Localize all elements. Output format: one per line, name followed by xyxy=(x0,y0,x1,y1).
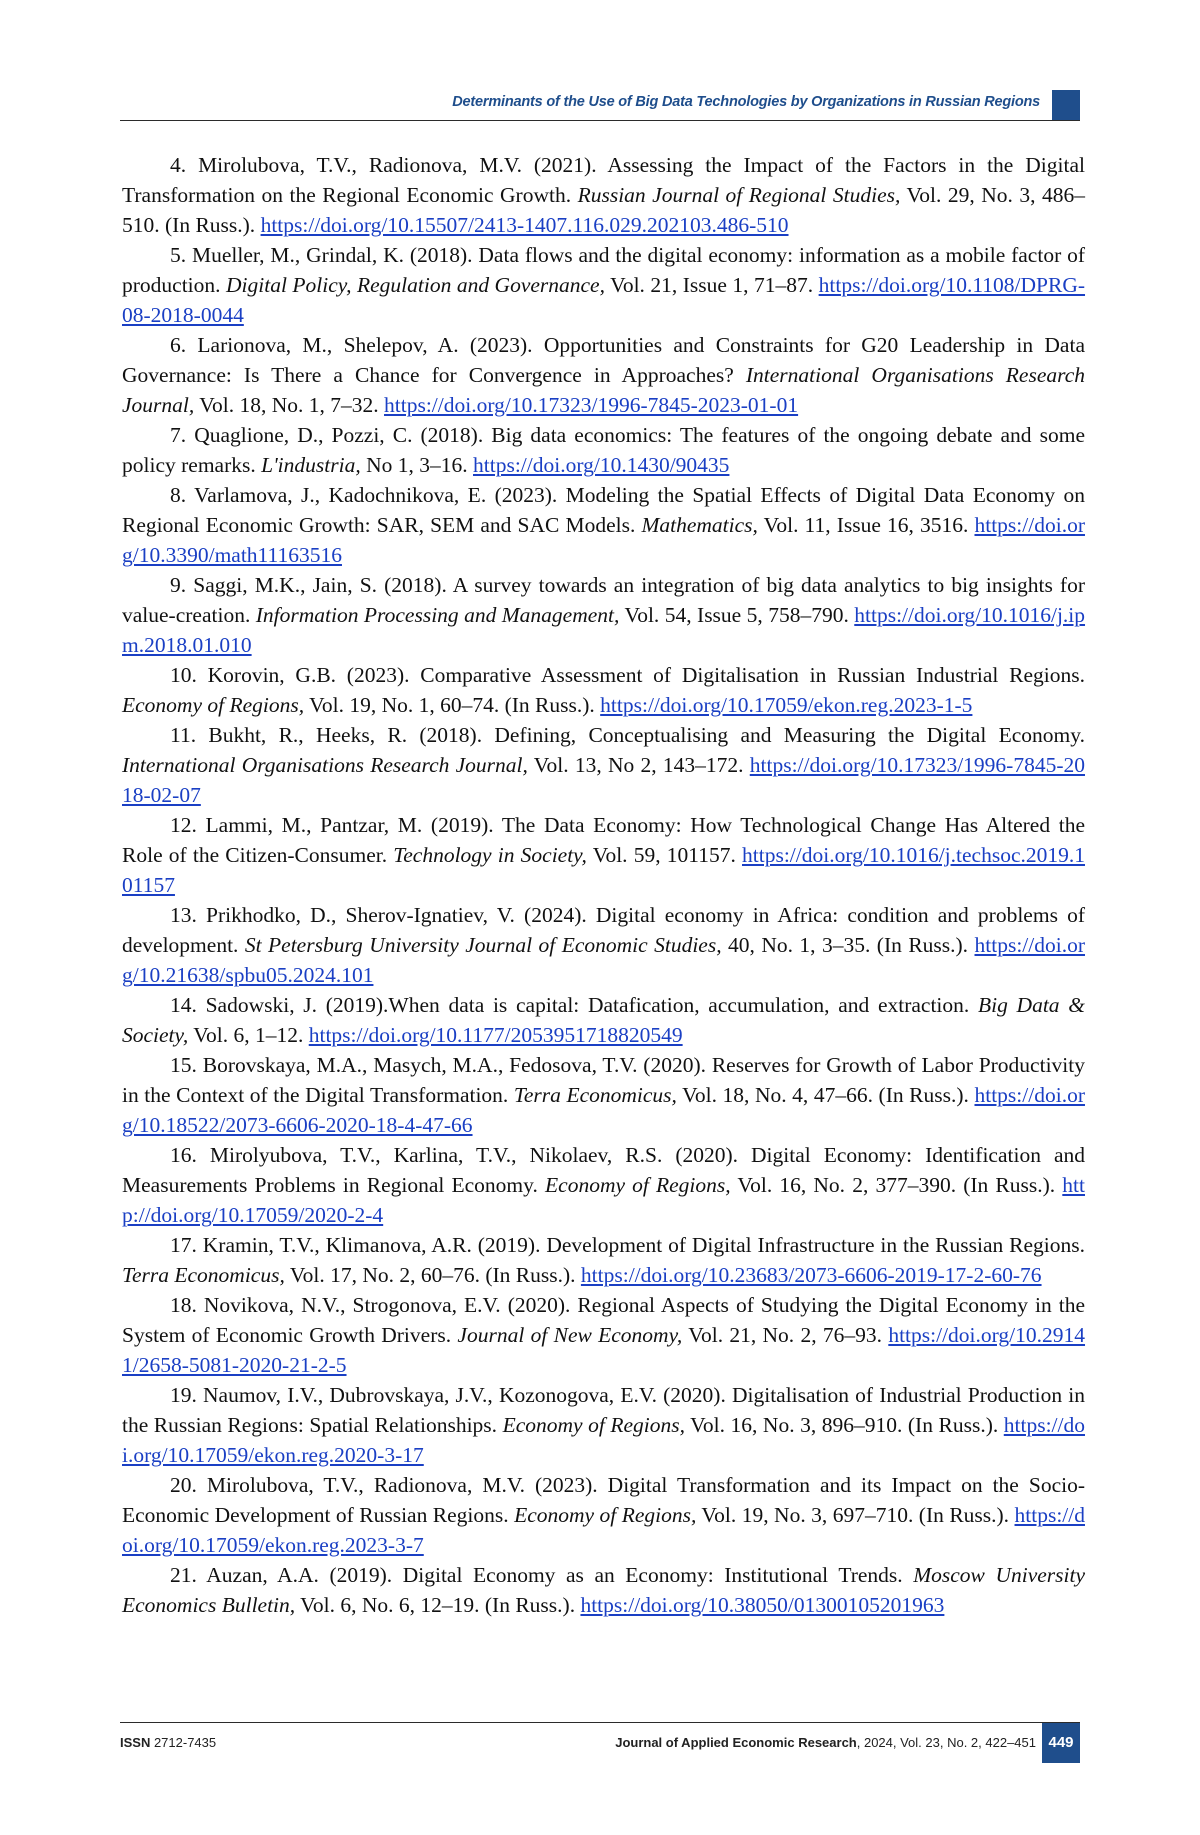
page-number: 449 xyxy=(1042,1723,1080,1763)
reference-item xyxy=(122,480,1085,570)
page-footer xyxy=(120,1722,1080,1755)
reference-text: 16. Mirolyubova, T.V., Karlina, T.V., Nikolaev, R.S. (2020). Digital Economy: Identification and Measurements Problems in Regional Economy. xyxy=(122,1143,1085,1197)
reference-text: 18. Novikova, N.V., Strogonova, E.V. (2020). Regional Aspects of Studying the Digital Economy in the System of Economic Growth Drivers. xyxy=(122,1293,1085,1347)
reference-item xyxy=(122,1230,1085,1290)
reference-doi-link[interactable]: https://doi.org/10.23683/2073-6606-2019-17-2-60-76 xyxy=(580,1263,1042,1287)
reference-details: Vol. 59, 101157. xyxy=(586,843,742,867)
reference-journal: Technology in Society, xyxy=(393,843,587,867)
reference-doi-link[interactable]: https://doi.org/10.1016/j.techsoc.2019.101157 xyxy=(122,843,1085,897)
reference-text: 13. Prikhodko, D., Sherov-Ignatiev, V. (2024). Digital economy in Africa: condition and problems of development. xyxy=(122,903,1085,957)
reference-doi-link[interactable]: https://doi.org/10.1108/DPRG-08-2018-0044 xyxy=(122,273,1086,327)
reference-item xyxy=(122,900,1085,990)
reference-journal: Big Data & Society, xyxy=(122,993,1085,1047)
reference-journal: St Petersburg University Journal of Economic Studies, xyxy=(244,933,722,957)
reference-details: Vol. 16, No. 3, 896–910. (In Russ.). xyxy=(685,1413,1004,1437)
reference-item xyxy=(122,240,1085,330)
reference-journal: Economy of Regions, xyxy=(514,1503,697,1527)
reference-text: 4. Mirolubova, T.V., Radionova, M.V. (2021). Assessing the Impact of the Factors in the Digital Transformation on the Regional Economic Growth. xyxy=(122,153,1085,207)
reference-journal: Terra Economicus, xyxy=(122,1263,285,1287)
reference-details: Vol. 17, No. 2, 60–76. (In Russ.). xyxy=(284,1263,581,1287)
running-header xyxy=(120,90,1080,121)
reference-details: Vol. 13, No 2, 143–172. xyxy=(527,753,750,777)
reference-details: Vol. 18, No. 4, 47–66. (In Russ.). xyxy=(676,1083,975,1107)
reference-text: 6. Larionova, M., Shelepov, A. (2023). Opportunities and Constraints for G20 Leadership in Data Governance: Is There a Chance for Convergence in Approaches? xyxy=(122,333,1085,387)
reference-journal: Economy of Regions, xyxy=(122,693,305,717)
reference-details: No 1, 3–16. xyxy=(360,453,473,477)
reference-details: Vol. 19, No. 1, 60–74. (In Russ.). xyxy=(304,693,601,717)
reference-item xyxy=(122,810,1085,900)
reference-journal: International Organisations Research Journal, xyxy=(122,753,528,777)
reference-journal: Journal of New Economy, xyxy=(457,1323,683,1347)
reference-doi-link[interactable]: https://doi.org/10.38050/01300105201963 xyxy=(580,1593,945,1617)
reference-doi-link[interactable]: https://doi.org/10.1430/90435 xyxy=(473,453,730,477)
reference-details: Vol. 29, No. 3, 486–510. (In Russ.). xyxy=(122,183,1085,237)
reference-item xyxy=(122,990,1085,1050)
reference-text: 20. Mirolubova, T.V., Radionova, M.V. (2023). Digital Transformation and its Impact on the Socio-Economic Development of Russian Regions. xyxy=(122,1473,1085,1527)
reference-text: 14. Sadowski, J. (2019).When data is capital: Datafication, accumulation, and extraction. xyxy=(170,993,978,1017)
reference-item xyxy=(122,660,1085,720)
reference-item xyxy=(122,1050,1085,1140)
reference-doi-link[interactable]: https://doi.org/10.1177/2053951718820549 xyxy=(308,1023,683,1047)
reference-doi-link[interactable]: https://doi.org/10.3390/math11163516 xyxy=(122,513,1085,567)
reference-details: Vol. 6, No. 6, 12–19. (In Russ.). xyxy=(295,1593,581,1617)
reference-list xyxy=(122,150,1085,1620)
reference-journal: Moscow University Economics Bulletin, xyxy=(122,1563,1085,1617)
reference-doi-link[interactable]: https://doi.org/10.17323/1996-7845-2023-01-01 xyxy=(384,393,799,417)
reference-item xyxy=(122,1140,1085,1230)
reference-details: Vol. 18, No. 1, 7–32. xyxy=(194,393,385,417)
journal-name: Journal of Applied Economic Research xyxy=(615,1735,857,1750)
reference-item xyxy=(122,330,1085,420)
reference-journal: Economy of Regions, xyxy=(502,1413,685,1437)
issn-number: 2712-7435 xyxy=(150,1735,217,1750)
reference-text: 19. Naumov, I.V., Dubrovskaya, J.V., Kozonogova, E.V. (2020). Digitalisation of Industrial Production in the Russian Regions: Spatial Relationships. xyxy=(122,1383,1085,1437)
running-title: Determinants of the Use of Big Data Technologies by Organizations in Russian Regions xyxy=(452,94,1040,110)
reference-item xyxy=(122,420,1085,480)
reference-doi-link[interactable]: https://doi.org/10.15507/2413-1407.116.029.202103.486-510 xyxy=(260,213,789,237)
reference-journal: L'industria, xyxy=(261,453,361,477)
reference-doi-link[interactable]: https://doi.org/10.1016/j.ipm.2018.01.010 xyxy=(122,603,1086,657)
reference-details: Vol. 54, Issue 5, 758–790. xyxy=(619,603,855,627)
reference-details: Vol. 21, No. 2, 76–93. xyxy=(682,1323,889,1347)
reference-item xyxy=(122,150,1085,240)
reference-journal: International Organisations Research Journal, xyxy=(122,363,1085,417)
reference-item xyxy=(122,570,1085,660)
reference-doi-link[interactable]: https://doi.org/10.17059/ekon.reg.2023-3-7 xyxy=(122,1503,1085,1557)
reference-journal: Russian Journal of Regional Studies, xyxy=(577,183,901,207)
reference-text: 11. Bukht, R., Heeks, R. (2018). Defining, Conceptualising and Measuring the Digital Economy. xyxy=(170,723,1085,747)
reference-details: Vol. 16, No. 2, 377–390. (In Russ.). xyxy=(730,1173,1063,1197)
reference-item xyxy=(122,1470,1085,1560)
reference-doi-link[interactable]: https://doi.org/10.17059/ekon.reg.2023-1-5 xyxy=(600,693,973,717)
reference-text: 15. Borovskaya, M.A., Masych, M.A., Fedosova, T.V. (2020). Reserves for Growth of Labor Productivity in the Context of the Digital Transformation. xyxy=(122,1053,1085,1107)
reference-doi-link[interactable]: https://doi.org/10.21638/spbu05.2024.101 xyxy=(122,933,1085,987)
reference-text: 9. Saggi, M.K., Jain, S. (2018). A survey towards an integration of big data analytics to big insights for value-creation. xyxy=(122,573,1085,627)
reference-item xyxy=(122,1380,1085,1470)
reference-journal: Economy of Regions, xyxy=(545,1173,731,1197)
issn-label: ISSN xyxy=(120,1735,151,1750)
reference-journal: Mathematics, xyxy=(641,513,758,537)
reference-text: 5. Mueller, M., Grindal, K. (2018). Data flows and the digital economy: information as a mobile factor of production. xyxy=(122,243,1085,297)
reference-journal: Digital Policy, Regulation and Governance, xyxy=(226,273,605,297)
journal-details: , 2024, Vol. 23, No. 2, 422–451 xyxy=(856,1735,1036,1750)
reference-doi-link[interactable]: https://doi.org/10.17059/ekon.reg.2020-3-17 xyxy=(122,1413,1085,1467)
reference-item xyxy=(122,1290,1085,1380)
reference-doi-link[interactable]: http://doi.org/10.17059/2020-2-4 xyxy=(122,1173,1085,1227)
reference-item xyxy=(122,720,1085,810)
issn-info xyxy=(120,1735,216,1750)
reference-text: 12. Lammi, M., Pantzar, M. (2019). The Data Economy: How Technological Change Has Altered the Role of the Citizen-Consumer. xyxy=(122,813,1085,867)
reference-text: 10. Korovin, G.B. (2023). Comparative Assessment of Digitalisation in Russian Industrial Regions. xyxy=(170,663,1085,687)
journal-info xyxy=(615,1735,1036,1750)
reference-doi-link[interactable]: https://doi.org/10.17323/1996-7845-2018-02-07 xyxy=(122,753,1085,807)
reference-details: Vol. 19, No. 3, 697–710. (In Russ.). xyxy=(696,1503,1015,1527)
reference-item xyxy=(122,1560,1085,1620)
reference-text: 7. Quaglione, D., Pozzi, C. (2018). Big data economics: The features of the ongoing debate and some policy remarks. xyxy=(122,423,1085,477)
reference-details: Vol. 6, 1–12. xyxy=(188,1023,309,1047)
header-accent-block xyxy=(1052,90,1080,120)
reference-text: 8. Varlamova, J., Kadochnikova, E. (2023). Modeling the Spatial Effects of Digital Data Economy on Regional Economic Growth: SAR, SEM and SAC Models. xyxy=(122,483,1085,537)
reference-journal: Information Processing and Management, xyxy=(255,603,620,627)
reference-text: 17. Kramin, T.V., Klimanova, A.R. (2019). Development of Digital Infrastructure in the Russian Regions. xyxy=(170,1233,1085,1257)
reference-details: Vol. 21, Issue 1, 71–87. xyxy=(604,273,819,297)
reference-details: 40, No. 1, 3–35. (In Russ.). xyxy=(721,933,975,957)
reference-journal: Terra Economicus, xyxy=(513,1083,677,1107)
reference-details: Vol. 11, Issue 16, 3516. xyxy=(757,513,975,537)
reference-doi-link[interactable]: https://doi.org/10.18522/2073-6606-2020-18-4-47-66 xyxy=(122,1083,1085,1137)
reference-doi-link[interactable]: https://doi.org/10.29141/2658-5081-2020-21-2-5 xyxy=(122,1323,1086,1377)
reference-text: 21. Auzan, A.A. (2019). Digital Economy as an Economy: Institutional Trends. xyxy=(170,1563,914,1587)
